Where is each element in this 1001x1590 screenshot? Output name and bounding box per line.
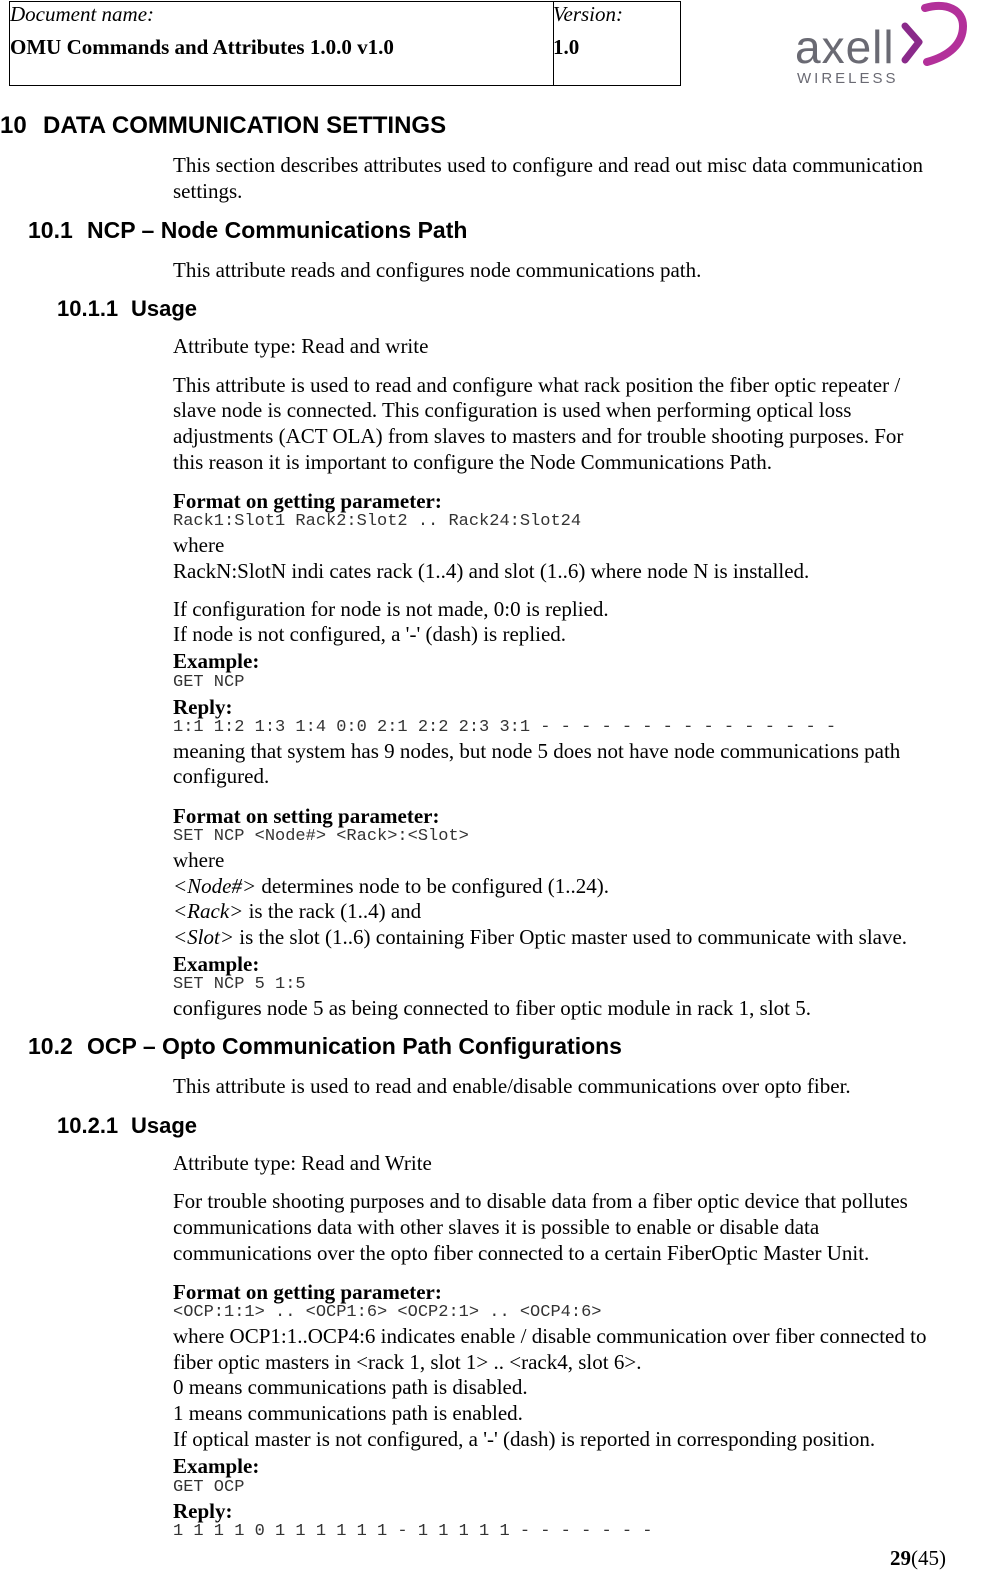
s10-intro-line2: settings.	[173, 179, 243, 203]
ncp-get-heading: Format on getting parameter:	[173, 489, 442, 513]
ncp-set-example-desc: configures node 5 as being connected to fiber optic module in rack 1, slot 5.	[173, 996, 811, 1020]
ocp-reply-label: Reply:	[173, 1499, 233, 1523]
logo-chevron-icon	[895, 0, 970, 70]
ocp-zero-meaning: 0 means communications path is disabled.	[173, 1375, 528, 1399]
section-10-1-1-number: 10.1.1	[57, 296, 119, 321]
ocp-desc-line3: communications over the opto fiber connected to a certain FiberOptic Master Unit.	[173, 1241, 870, 1265]
ocp-desc-line1: For trouble shooting purposes and to disable data from a fiber optic device that pollutes	[173, 1189, 908, 1213]
section-10-2-number: 10.2	[28, 1033, 73, 1059]
ncp-node-line	[173, 873, 609, 899]
ncp-example-label: Example:	[173, 649, 260, 673]
ocp-attr-type: Attribute type: Read and Write	[173, 1151, 432, 1175]
ncp-get-where: RackN:SlotN indi cates rack (1..4) and slot (1..6) where node N is installed.	[173, 559, 810, 583]
section-10-title: DATA COMMUNICATION SETTINGS	[43, 112, 447, 139]
ncp-reply: 1:1 1:2 1:3 1:4 0:0 2:1 2:2 2:3 3:1 - - - - - - - - - - - - - - -	[173, 718, 837, 737]
ncp-get-format: Rack1:Slot1 Rack2:Slot2 .. Rack24:Slot24	[173, 512, 582, 531]
ncp-set-where: where	[173, 848, 225, 872]
page-current: 29	[890, 1546, 911, 1570]
s10-2-intro: This attribute is used to read and enable/disable communications over opto fiber.	[173, 1074, 851, 1098]
ncp-desc-line3: adjustments (ACT OLA) from slaves to masters and for trouble shooting purposes. For	[173, 424, 904, 448]
ncp-meaning-line1: meaning that system has 9 nodes, but node 5 does not have node communications path	[173, 739, 901, 763]
ocp-example: GET OCP	[173, 1478, 245, 1497]
ncp-desc-line4: this reason it is important to configure the Node Communications Path.	[173, 450, 772, 474]
ncp-attr-type: Attribute type: Read and write	[173, 334, 429, 358]
section-10-2-title: OCP – Opto Communication Path Configurations	[87, 1033, 622, 1059]
ocp-reply: 1 1 1 1 0 1 1 1 1 1 1 - 1 1 1 1 1 - - - - - - -	[173, 1522, 653, 1541]
ncp-where: where	[173, 533, 225, 557]
ncp-slot-line	[173, 924, 907, 950]
ncp-not-made: If configuration for node is not made, 0:0 is replied.	[173, 597, 609, 621]
page-number	[890, 1545, 946, 1571]
s10-intro-line1: This section describes attributes used to configure and read out misc data communication	[173, 153, 923, 177]
section-10-1-title: NCP – Node Communications Path	[87, 217, 468, 243]
logo-sub: WIRELESS	[797, 70, 899, 87]
ocp-one-meaning: 1 means communications path is enabled.	[173, 1401, 523, 1425]
s10-1-intro: This attribute reads and configures node communications path.	[173, 258, 702, 282]
ocp-dash-meaning: If optical master is not configured, a '-' (dash) is reported in corresponding position.	[173, 1427, 876, 1451]
ncp-rack-line	[173, 898, 421, 924]
version-value: 1.0	[553, 35, 580, 59]
ncp-set-format: SET NCP <Node#> <Rack>:<Slot>	[173, 827, 469, 846]
doc-name-label: Document name:	[10, 2, 155, 26]
ocp-get-heading: Format on getting parameter:	[173, 1280, 442, 1304]
slot-tag: <Slot>	[173, 925, 235, 949]
ocp-where-line2: fiber optic masters in <rack 1, slot 1> .. <rack4, slot 6>.	[173, 1350, 642, 1374]
ncp-set-example: SET NCP 5 1:5	[173, 975, 306, 994]
section-10-1-number: 10.1	[28, 217, 73, 243]
version-label: Version:	[553, 2, 623, 26]
ncp-desc-line1: This attribute is used to read and configure what rack position the fiber optic repeater /	[173, 373, 901, 397]
ncp-set-example-label: Example:	[173, 952, 260, 976]
axell-wireless-logo	[795, 0, 970, 92]
ocp-example-label: Example:	[173, 1454, 260, 1478]
slot-desc: is the slot (1..6) containing Fiber Optic master used to communicate with slave.	[234, 925, 908, 949]
section-10-2-1-number: 10.2.1	[57, 1113, 119, 1138]
ocp-desc-line2: communications data with other slaves it is possible to enable or disable data	[173, 1215, 820, 1239]
node-tag: <Node#>	[173, 874, 257, 898]
ncp-get-example: GET NCP	[173, 673, 245, 692]
node-desc: determines node to be configured (1..24).	[256, 874, 609, 898]
section-10-2-1-title: Usage	[131, 1113, 198, 1138]
rack-desc: is the rack (1..4) and	[243, 899, 422, 923]
section-10-number: 10	[0, 112, 27, 139]
ocp-where-line1: where OCP1:1..OCP4:6 indicates enable / disable communication over fiber connected to	[173, 1324, 927, 1348]
ncp-not-configured: If node is not configured, a '-' (dash) is replied.	[173, 622, 567, 646]
doc-name: OMU Commands and Attributes 1.0.0 v1.0	[10, 35, 394, 59]
page-total: (45)	[911, 1546, 946, 1570]
logo-word: axell	[795, 21, 895, 73]
ocp-get-format: <OCP:1:1> .. <OCP1:6> <OCP2:1> .. <OCP4:6>	[173, 1303, 602, 1322]
ncp-reply-label: Reply:	[173, 695, 233, 719]
ncp-desc-line2: slave node is connected. This configuration is used when performing optical loss	[173, 398, 852, 422]
ncp-meaning-line2: configured.	[173, 764, 270, 788]
ncp-set-heading: Format on setting parameter:	[173, 804, 440, 828]
rack-tag: <Rack>	[173, 899, 244, 923]
document-header	[9, 1, 681, 86]
section-10-1-1-title: Usage	[131, 296, 198, 321]
